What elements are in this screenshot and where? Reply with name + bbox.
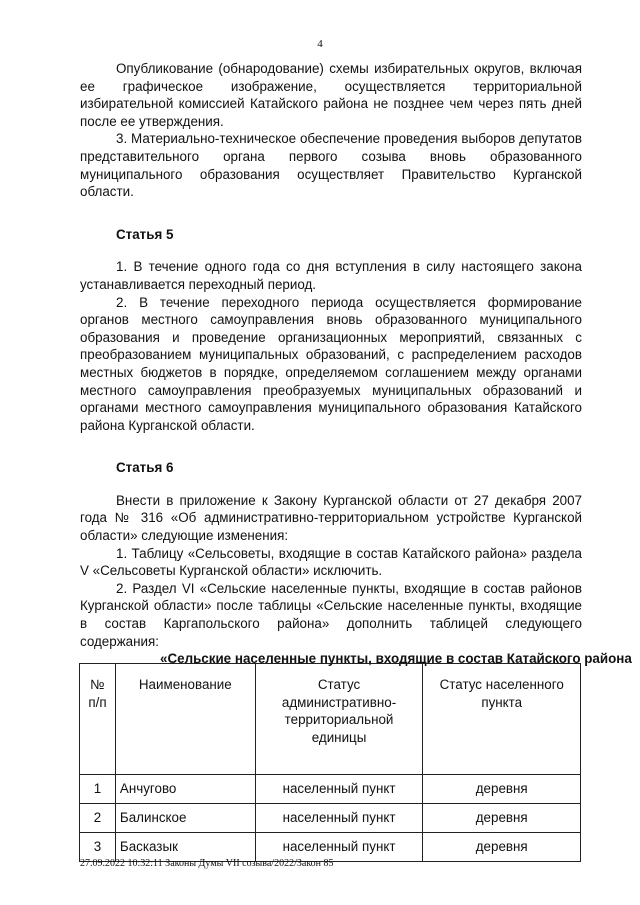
paragraph: 2. В течение переходного периода осуществляется формирование органов местного самоуправления вновь образованного муниципального образования и проведение организационных мероприятий, связанных с преобразованием муниципальных образований, с распределением расходов местных бюджетов в порядке, определяемом соглашением между органами местного самоуправления преобразуемых муниципальных образований и органами местного самоуправления муниципального образования Катайского района Курганской области.	[80, 294, 582, 433]
paragraph: 2. Раздел VI «Сельские населенные пункты, входящие в состав районов Курганской области» после таблицы «Сельские населенные пункты, входящие в состав Каргапольского района» дополнить таблицей следующего содержания:	[80, 580, 582, 649]
row-number: 1	[80, 775, 116, 804]
settlements-table	[79, 663, 581, 862]
paragraph: Внести в приложение к Закону Курганской области от 27 декабря 2007 года № 316 «Об административно-территориальном устройстве Курганской области» следующие изменения:	[80, 492, 582, 544]
article-5-title: Статья 5	[116, 226, 174, 242]
settlement-name: Анчугово	[115, 775, 255, 804]
settlement-status: деревня	[423, 833, 581, 862]
settlement-name: Басказык	[115, 833, 255, 862]
header-name: Наименование	[115, 664, 255, 775]
row-number: 2	[80, 804, 116, 833]
paragraph: 1. Таблицу «Сельсоветы, входящие в состав Катайского района» раздела V «Сельсоветы Курганской области» исключить.	[80, 545, 582, 579]
admin-status: населенный пункт	[255, 833, 423, 862]
header-number: № п/п	[80, 664, 116, 775]
paragraph: 3. Материально-техническое обеспечение проведения выборов депутатов представительного органа первого созыва вновь образованного муниципального образования осуществляет Правительство Курганской области.	[80, 131, 582, 200]
admin-status: населенный пункт	[255, 804, 423, 833]
paragraph: Опубликование (обнародование) схемы избирательных округов, включая ее графическое изображение, осуществляется территориальной избирательной комиссией Катайского района не позднее чем через пять дней после ее утверждения.	[80, 61, 582, 129]
settlement-name: Балинское	[115, 804, 255, 833]
document-body	[80, 60, 632, 668]
table-row	[80, 775, 581, 804]
table-row	[80, 804, 581, 833]
paragraph: 1. В течение одного года со дня вступления в силу настоящего закона устанавливается переходный период.	[80, 259, 582, 292]
admin-status: населенный пункт	[255, 775, 423, 804]
table-caption: «Сельские населенные пункты, входящие в состав Катайского района	[160, 651, 632, 667]
header-admin-status: Статус административно-территориальной единицы	[255, 664, 423, 775]
header-settlement-status: Статус населенного пункта	[423, 664, 581, 775]
page-number: 4	[317, 38, 323, 50]
settlement-status: деревня	[423, 775, 581, 804]
row-number: 3	[80, 833, 116, 862]
table-header-row	[80, 664, 581, 775]
article-6-title: Статья 6	[116, 460, 174, 476]
settlement-status: деревня	[423, 804, 581, 833]
document-footer: 27.09.2022 10:32:11 Законы Думы VII созыва/2022/Закон 85	[80, 858, 334, 869]
